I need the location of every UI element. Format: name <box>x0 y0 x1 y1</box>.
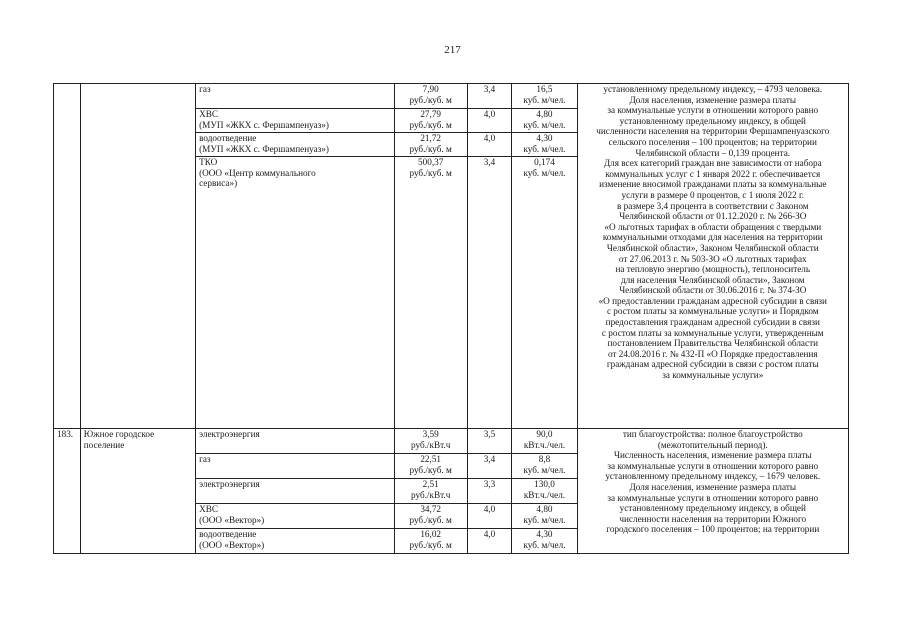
index-cell: 4,0 <box>467 109 512 133</box>
norm-cell: 130,0 кВт.ч./чел. <box>512 479 577 504</box>
page-number: 217 <box>444 44 461 56</box>
index-cell: 3,4 <box>467 454 512 479</box>
index-cell: 3,4 <box>467 84 512 109</box>
service-cell: электроэнергия <box>196 429 395 454</box>
index-cell: 4,0 <box>467 133 512 157</box>
tariff-cell: 21,72 руб./куб. м <box>394 133 467 157</box>
index-cell: 3,5 <box>467 429 512 454</box>
index-cell: 4,0 <box>467 529 512 554</box>
tariff-cell: 3,59 руб./кВт.ч <box>394 429 467 454</box>
index-cell: 4,0 <box>467 504 512 529</box>
tariff-cell: 27,79 руб./куб. м <box>394 109 467 133</box>
table-row <box>54 84 849 109</box>
norm-cell: 4,80 куб. м/чел. <box>512 504 577 529</box>
norm-cell: 4,30 куб. м/чел. <box>512 133 577 157</box>
note-cell: установленному предельному индексу, – 4793 человека. Доля населения, изменение размера платы за коммунальные услуги в отношении которого равно установленному предельному индексу, в общей численности населения на территории Фершампенуазского сельского поселения – 100 процентов; на территории Челябинской области – 0,139 процента. Для всех категорий граждан вне зависимости от набора коммунальных услуг с 1 января 2022 г. обеспечивается изменение вносимой гражданами платы за коммунальные услуги в размере 0 процентов, с 1 июля 2022 г. в размере 3,4 процента в соответствии с Законом Челябинской области от 01.12.2020 г. № 266-ЗО «О льготных тарифах в области обращения с твердыми коммунальными отходами для населения на территории Челябинской области», Законом Челябинской области от 27.06.2013 г. № 503-ЗО «О льготных тарифах на тепловую энергию (мощность), теплоноситель для населения Челябинской области», Законом Челябинской области от 30.06.2016 г. № 374-ЗО «О предоставлении гражданам адресной субсидии в связи с ростом платы за коммунальные услуги» и Порядком предоставления гражданам адресной субсидии в связи с ростом платы за коммунальные услуги, утвержденным постановлением Правительства Челябинской области от 24.08.2016 г. № 432-П «О Порядке предоставления гражданам адресной субсидии в связи с ростом платы за коммунальные услуги» <box>577 84 848 429</box>
norm-cell: 0,174 куб. м/чел. <box>512 157 577 429</box>
tariff-cell: 7,90 руб./куб. м <box>394 84 467 109</box>
service-cell: водоотведение (ООО «Вектор») <box>196 529 395 554</box>
service-cell: электроэнергия <box>196 479 395 504</box>
norm-cell: 90,0 кВт.ч./чел. <box>512 429 577 454</box>
tariff-cell: 16,02 руб./куб. м <box>394 529 467 554</box>
norm-cell: 4,80 куб. м/чел. <box>512 109 577 133</box>
service-cell: ХВС (ООО «Вектор») <box>196 504 395 529</box>
norm-cell: 16,5 куб. м/чел. <box>512 84 577 109</box>
settlement-name-cell <box>80 84 195 429</box>
service-cell: водоотведение (МУП «ЖКХ с. Фершампенуаз») <box>196 133 395 157</box>
service-cell: ТКО (ООО «Центр коммунального сервиса») <box>196 157 395 429</box>
settlement-name-cell: Южное городское поселение <box>80 429 195 554</box>
table-row <box>54 429 849 454</box>
index-cell: 3,3 <box>467 479 512 504</box>
norm-cell: 4,30 куб. м/чел. <box>512 529 577 554</box>
tariff-table <box>53 83 849 554</box>
service-cell: газ <box>196 454 395 479</box>
tariff-cell: 2,51 руб./кВт.ч <box>394 479 467 504</box>
norm-cell: 8,8 куб. м/чел. <box>512 454 577 479</box>
tariff-cell: 34,72 руб./куб. м <box>394 504 467 529</box>
row-number-cell: 183. <box>54 429 81 554</box>
tariff-cell: 500,37 руб./куб. м <box>394 157 467 429</box>
index-cell: 3,4 <box>467 157 512 429</box>
tariff-cell: 22,51 руб./куб. м <box>394 454 467 479</box>
row-number-cell <box>54 84 81 429</box>
service-cell: ХВС (МУП «ЖКХ с. Фершампенуаз») <box>196 109 395 133</box>
service-cell: газ <box>196 84 395 109</box>
note-cell: тип благоустройства: полное благоустройство (межотопительный период). Численность населения, изменение размера платы за коммунальные услуги в отношении которого равно установленному предельному индексу, – 1679 человек. Доля населения, изменение размера платы за коммунальные услуги в отношении которого равно установленному предельному индексу, в общей численности населения на территории Южного городского поселения – 100 процентов; на территории <box>577 429 848 554</box>
